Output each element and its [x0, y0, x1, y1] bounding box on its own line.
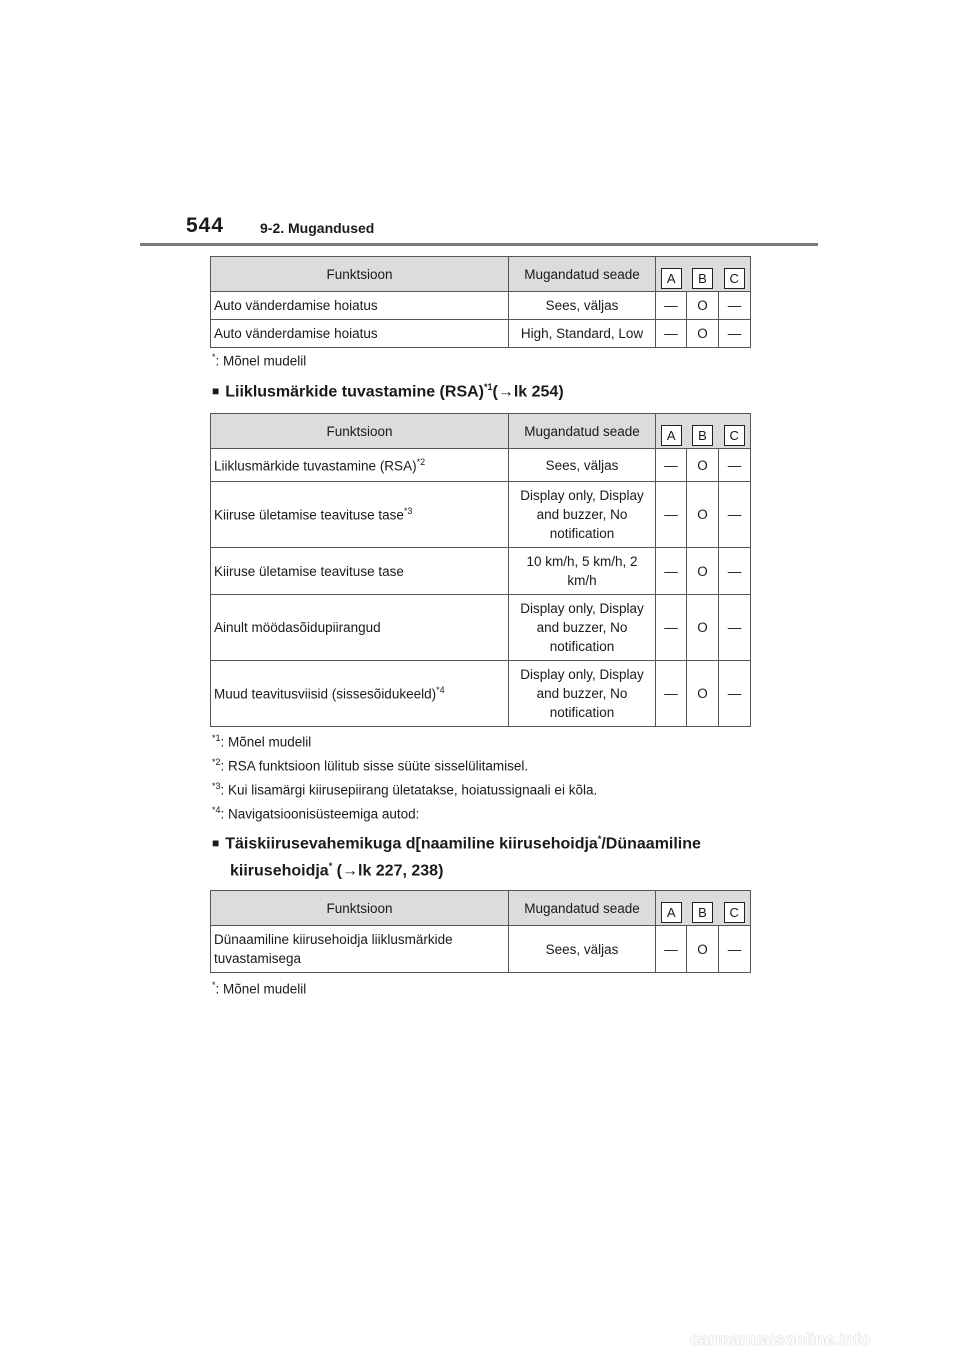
table-row	[211, 449, 751, 482]
box-letter-a: A	[661, 268, 682, 289]
footnote-text: : Navigatsioonisüsteemiga autod:	[220, 806, 420, 822]
footnote-text: : Mõnel mudelil	[215, 353, 307, 369]
footnote-mark: *1	[212, 733, 221, 743]
setting-line: notification	[549, 639, 615, 654]
settings-table-cruise	[210, 890, 751, 973]
footnote	[212, 352, 306, 369]
footnote-text: : Kui lisamärgi kiirusepiirang ületatakse, hoiatussignaali ei kõla.	[220, 782, 598, 798]
mark-b-cell: O	[687, 926, 719, 973]
heading-sup: *	[597, 834, 602, 844]
square-bullet-icon: ■	[212, 836, 220, 851]
mark-c-cell: —	[719, 595, 751, 661]
box-letter-a: A	[661, 902, 682, 923]
footnote-mark: *4	[212, 805, 221, 815]
col-header-c	[719, 257, 751, 292]
box-letter-c: C	[724, 268, 745, 289]
setting-line: Display only, Display	[520, 601, 644, 616]
page-reference: (→lk 254)	[492, 383, 564, 401]
box-letter-b: B	[692, 425, 713, 446]
mark-c-cell: —	[719, 292, 751, 320]
mark-c-cell: —	[719, 661, 751, 727]
settings-table-rsa	[210, 413, 751, 727]
function-line: Dünaamiline kiirusehoidja liiklusmärkide	[214, 932, 453, 947]
function-cell: Ainult möödasõidupiirangud	[211, 595, 509, 661]
function-sup: *4	[436, 685, 445, 696]
col-header-setting: Mugandatud seade	[509, 257, 656, 292]
box-letter-b: B	[692, 268, 713, 289]
setting-line: 10 km/h, 5 km/h, 2	[526, 554, 638, 569]
page-number: 544	[186, 214, 225, 237]
setting-line: and buzzer, No	[536, 686, 628, 701]
setting-line: notification	[549, 526, 615, 541]
function-cell	[211, 926, 509, 973]
mark-b-cell: O	[687, 320, 719, 348]
table-row	[211, 292, 751, 320]
mark-b-cell: O	[687, 482, 719, 548]
heading-sup: *1	[484, 382, 493, 392]
setting-line: km/h	[567, 573, 597, 588]
col-header-a	[656, 414, 687, 449]
mark-c-cell: —	[719, 320, 751, 348]
setting-cell	[509, 661, 656, 727]
footnote	[212, 781, 597, 798]
function-cell	[211, 482, 509, 548]
heading-text: Täiskiirusevahemikuga d[naamiline kiirusehoidja	[225, 835, 598, 853]
heading-sup: *	[328, 861, 333, 871]
col-header-function: Funktsioon	[211, 891, 509, 926]
mark-a-cell: —	[656, 926, 687, 973]
footnote-text: : Mõnel mudelil	[220, 734, 312, 750]
setting-cell: Sees, väljas	[509, 292, 656, 320]
mark-c-cell: —	[719, 548, 751, 595]
setting-cell: High, Standard, Low	[509, 320, 656, 348]
function-cell	[211, 449, 509, 482]
footnote-text: : Mõnel mudelil	[215, 981, 307, 997]
mark-a-cell: —	[656, 548, 687, 595]
setting-cell	[509, 595, 656, 661]
header-divider	[140, 243, 818, 246]
box-letter-c: C	[724, 902, 745, 923]
col-header-setting: Mugandatud seade	[509, 891, 656, 926]
footnote-mark: *	[212, 352, 216, 362]
col-header-function: Funktsioon	[211, 414, 509, 449]
function-sup: *3	[403, 506, 413, 517]
footnote-mark: *2	[212, 757, 221, 767]
setting-cell	[509, 548, 656, 595]
heading-text: kiirusehoidja	[230, 862, 329, 880]
function-text: Kiiruse ületamise teavituse tase	[214, 507, 404, 523]
mark-a-cell: —	[656, 449, 687, 482]
mark-b-cell: O	[687, 292, 719, 320]
footnote	[212, 757, 528, 774]
function-cell: Auto vänderdamise hoiatus	[211, 292, 509, 320]
heading-text: Liiklusmärkide tuvastamine (RSA)	[225, 383, 484, 401]
table-row	[211, 926, 751, 973]
square-bullet-icon: ■	[212, 384, 220, 399]
subsection-heading-cruise-line2	[230, 861, 443, 880]
col-header-a	[656, 891, 687, 926]
table-row	[211, 661, 751, 727]
mark-b-cell: O	[687, 548, 719, 595]
function-cell: Auto vänderdamise hoiatus	[211, 320, 509, 348]
box-letter-b: B	[692, 902, 713, 923]
footnote	[212, 805, 419, 822]
col-header-setting: Mugandatud seade	[509, 414, 656, 449]
mark-b-cell: O	[687, 661, 719, 727]
table-header-row	[211, 414, 751, 449]
table-header-row	[211, 257, 751, 292]
mark-b-cell: O	[687, 449, 719, 482]
col-header-c	[719, 414, 751, 449]
subsection-heading-cruise	[212, 834, 701, 853]
section-title: 9-2. Mugandused	[260, 220, 375, 236]
table-row	[211, 320, 751, 348]
box-letter-c: C	[724, 425, 745, 446]
col-header-b	[687, 414, 719, 449]
setting-cell	[509, 482, 656, 548]
col-header-function: Funktsioon	[211, 257, 509, 292]
mark-a-cell: —	[656, 320, 687, 348]
table-row	[211, 595, 751, 661]
function-text: Liiklusmärkide tuvastamine (RSA)	[214, 458, 417, 474]
setting-line: Display only, Display	[520, 667, 644, 682]
box-letter-a: A	[661, 425, 682, 446]
table-row	[211, 482, 751, 548]
settings-table-lane-sway	[210, 256, 751, 348]
col-header-c	[719, 891, 751, 926]
function-text: Muud teavitusviisid (sissesõidukeeld)	[214, 686, 437, 702]
mark-a-cell: —	[656, 661, 687, 727]
table-header-row	[211, 891, 751, 926]
footnote	[212, 980, 306, 997]
page-reference: (→lk 227, 238)	[332, 862, 444, 880]
mark-c-cell: —	[719, 482, 751, 548]
mark-a-cell: —	[656, 482, 687, 548]
function-cell	[211, 661, 509, 727]
mark-b-cell: O	[687, 595, 719, 661]
mark-c-cell: —	[719, 449, 751, 482]
subsection-heading-rsa	[212, 382, 564, 401]
mark-a-cell: —	[656, 292, 687, 320]
footnote-mark: *3	[212, 781, 221, 791]
table-row	[211, 548, 751, 595]
col-header-a	[656, 257, 687, 292]
footnote	[212, 733, 311, 750]
col-header-b	[687, 891, 719, 926]
footnote-mark: *	[212, 980, 216, 990]
footnote-text: : RSA funktsioon lülitub sisse süüte sisselülitamisel.	[220, 758, 529, 774]
setting-line: notification	[549, 705, 615, 720]
mark-c-cell: —	[719, 926, 751, 973]
function-sup: *2	[416, 456, 426, 467]
heading-text: /Dünaamiline	[601, 835, 701, 853]
setting-line: Display only, Display	[520, 488, 644, 503]
setting-line: and buzzer, No	[536, 620, 628, 635]
setting-line: and buzzer, No	[536, 507, 628, 522]
col-header-b	[687, 257, 719, 292]
setting-cell: Sees, väljas	[509, 926, 656, 973]
watermark: carmanualsonline.info	[690, 1330, 871, 1349]
mark-a-cell: —	[656, 595, 687, 661]
setting-cell: Sees, väljas	[509, 449, 656, 482]
function-cell: Kiiruse ületamise teavituse tase	[211, 548, 509, 595]
function-line: tuvastamisega	[214, 951, 302, 966]
